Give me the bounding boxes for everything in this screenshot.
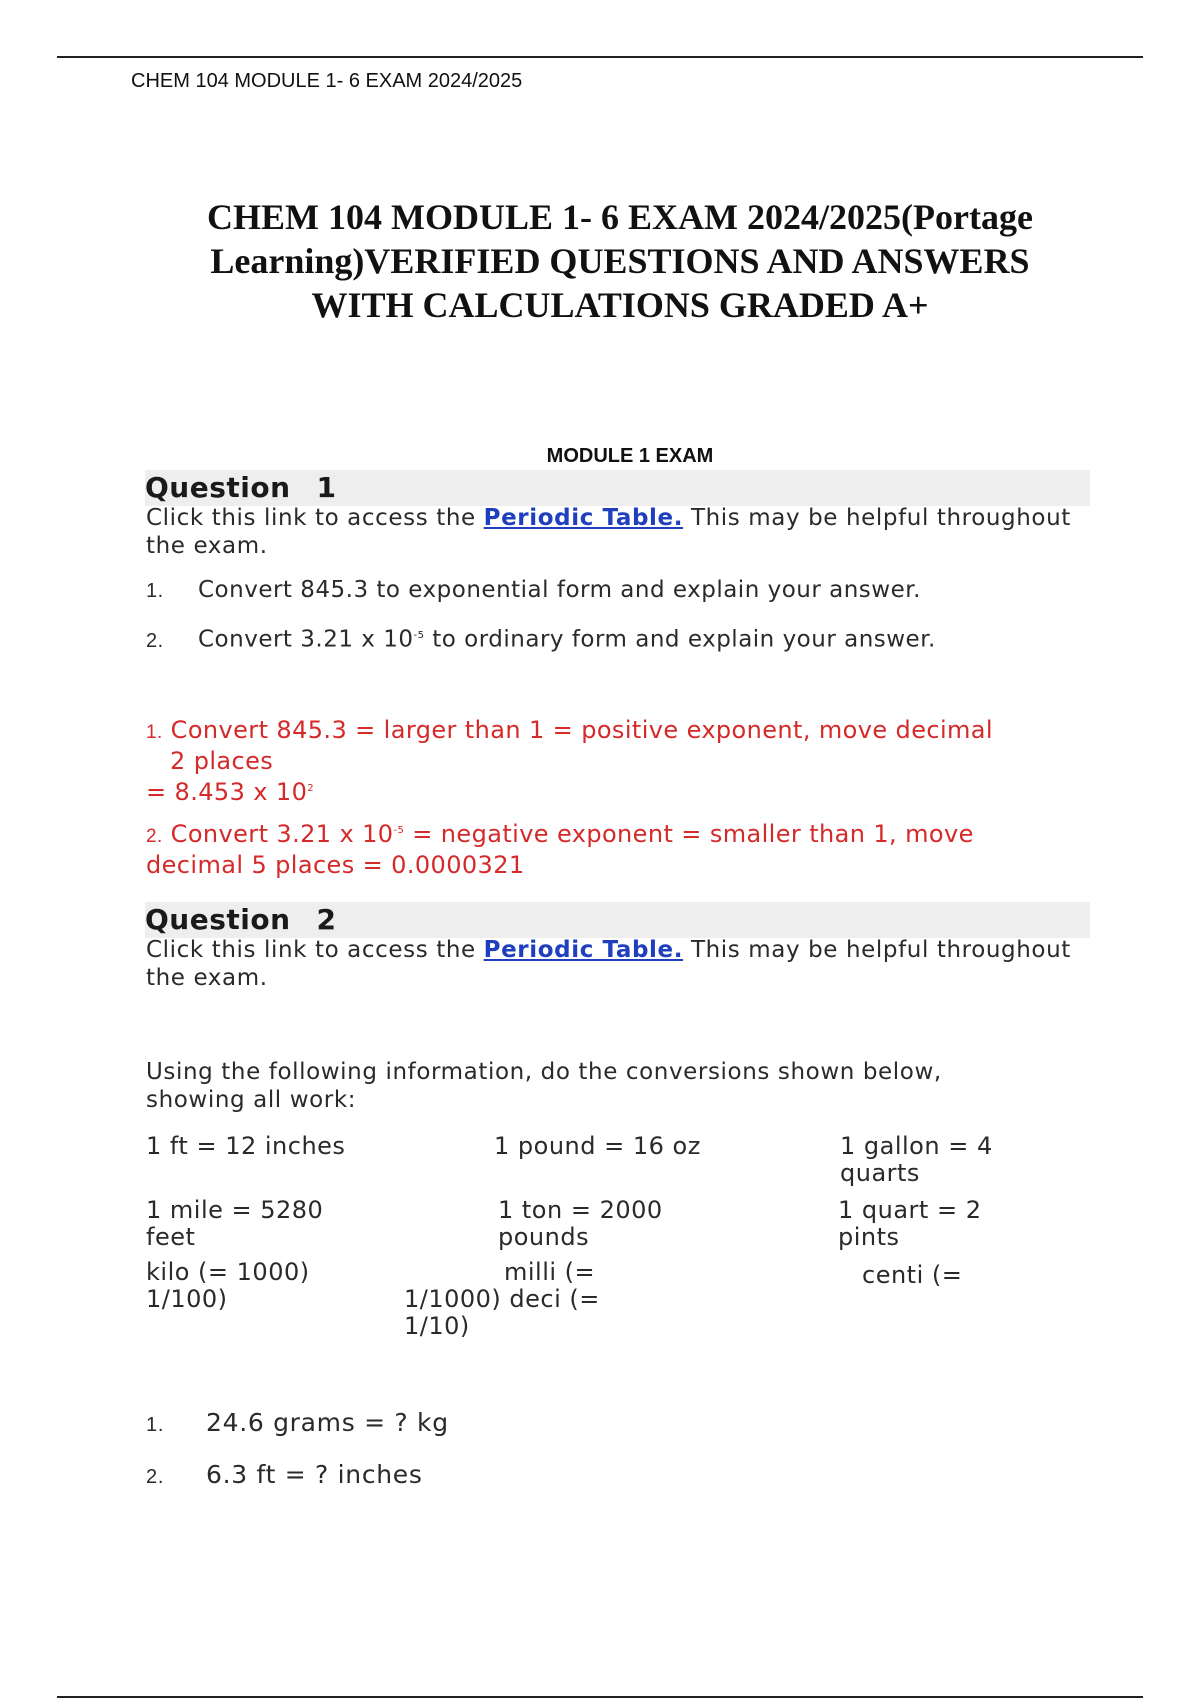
conversion-gallon-quarts: 1 gallon = 4 quarts	[840, 1132, 993, 1187]
prefix-kilo: kilo (= 1000) 1/100)	[146, 1258, 310, 1313]
question-1-heading	[145, 470, 1090, 506]
conversion-ft-inches: 1 ft = 12 inches	[146, 1132, 346, 1160]
prefix-milli-deci: milli (= 1/1000) deci (= 1/10)	[404, 1258, 600, 1340]
prefix-centi: centi (=	[862, 1261, 963, 1289]
question-2-item-2: 2. 6.3 ft = ? inches	[146, 1460, 423, 1489]
conversion-mile-feet: 1 mile = 5280 feet	[146, 1196, 324, 1251]
conversion-ton-pounds: 1 ton = 2000 pounds	[498, 1196, 663, 1251]
title-line-1: CHEM 104 MODULE 1- 6 EXAM 2024/2025(Portage	[207, 197, 1033, 237]
question-1-answer-1: 1. Convert 845.3 = larger than 1 = positive exponent, move decimal 2 places = 8.453 x $10^2$	[146, 716, 993, 806]
question-2-heading	[145, 902, 1090, 938]
title-line-2: Learning)VERIFIED QUESTIONS AND ANSWERS	[210, 241, 1030, 281]
periodic-table-link[interactable]: Periodic Table.	[483, 505, 684, 531]
question-1-item-2: 2. Convert 3.21 x $10^{-5}$ to ordinary form and explain your answer.	[146, 626, 936, 653]
document-title	[140, 195, 1100, 327]
question-label: Question	[145, 471, 291, 504]
footer-rule	[57, 1696, 1143, 1698]
conversion-quart-pints: 1 quart = 2 pints	[838, 1196, 982, 1251]
question-2-item-1: 1. 24.6 grams = ? kg	[146, 1408, 449, 1437]
module-title: MODULE 1 EXAM	[546, 445, 714, 467]
periodic-table-link[interactable]: Periodic Table.	[483, 937, 684, 963]
running-header: CHEM 104 MODULE 1- 6 EXAM 2024/2025	[131, 70, 523, 92]
question-1-item-1: 1. Convert 845.3 to exponential form and explain your answer.	[146, 577, 921, 603]
question-1-answer-2: 2. Convert 3.21 x $10^{-5}$ = negative exponent = smaller than 1, move decimal 5 places = 0.0000321	[146, 820, 974, 879]
conversion-pound-oz: 1 pound = 16 oz	[494, 1132, 701, 1160]
question-2-instructions: Using the following information, do the conversions shown below, showing all work:	[146, 1059, 942, 1113]
question-2-intro: Click this link to access the Periodic Table. This may be helpful throughout the exam.	[146, 937, 1071, 991]
question-label: Question	[145, 903, 291, 936]
title-line-3: WITH CALCULATIONS GRADED A+	[311, 285, 929, 325]
question-number: 1	[316, 471, 337, 504]
header-rule	[57, 56, 1143, 58]
question-1-intro: Click this link to access the Periodic Table. This may be helpful throughout the exam.	[146, 505, 1071, 559]
question-number: 2	[316, 903, 337, 936]
